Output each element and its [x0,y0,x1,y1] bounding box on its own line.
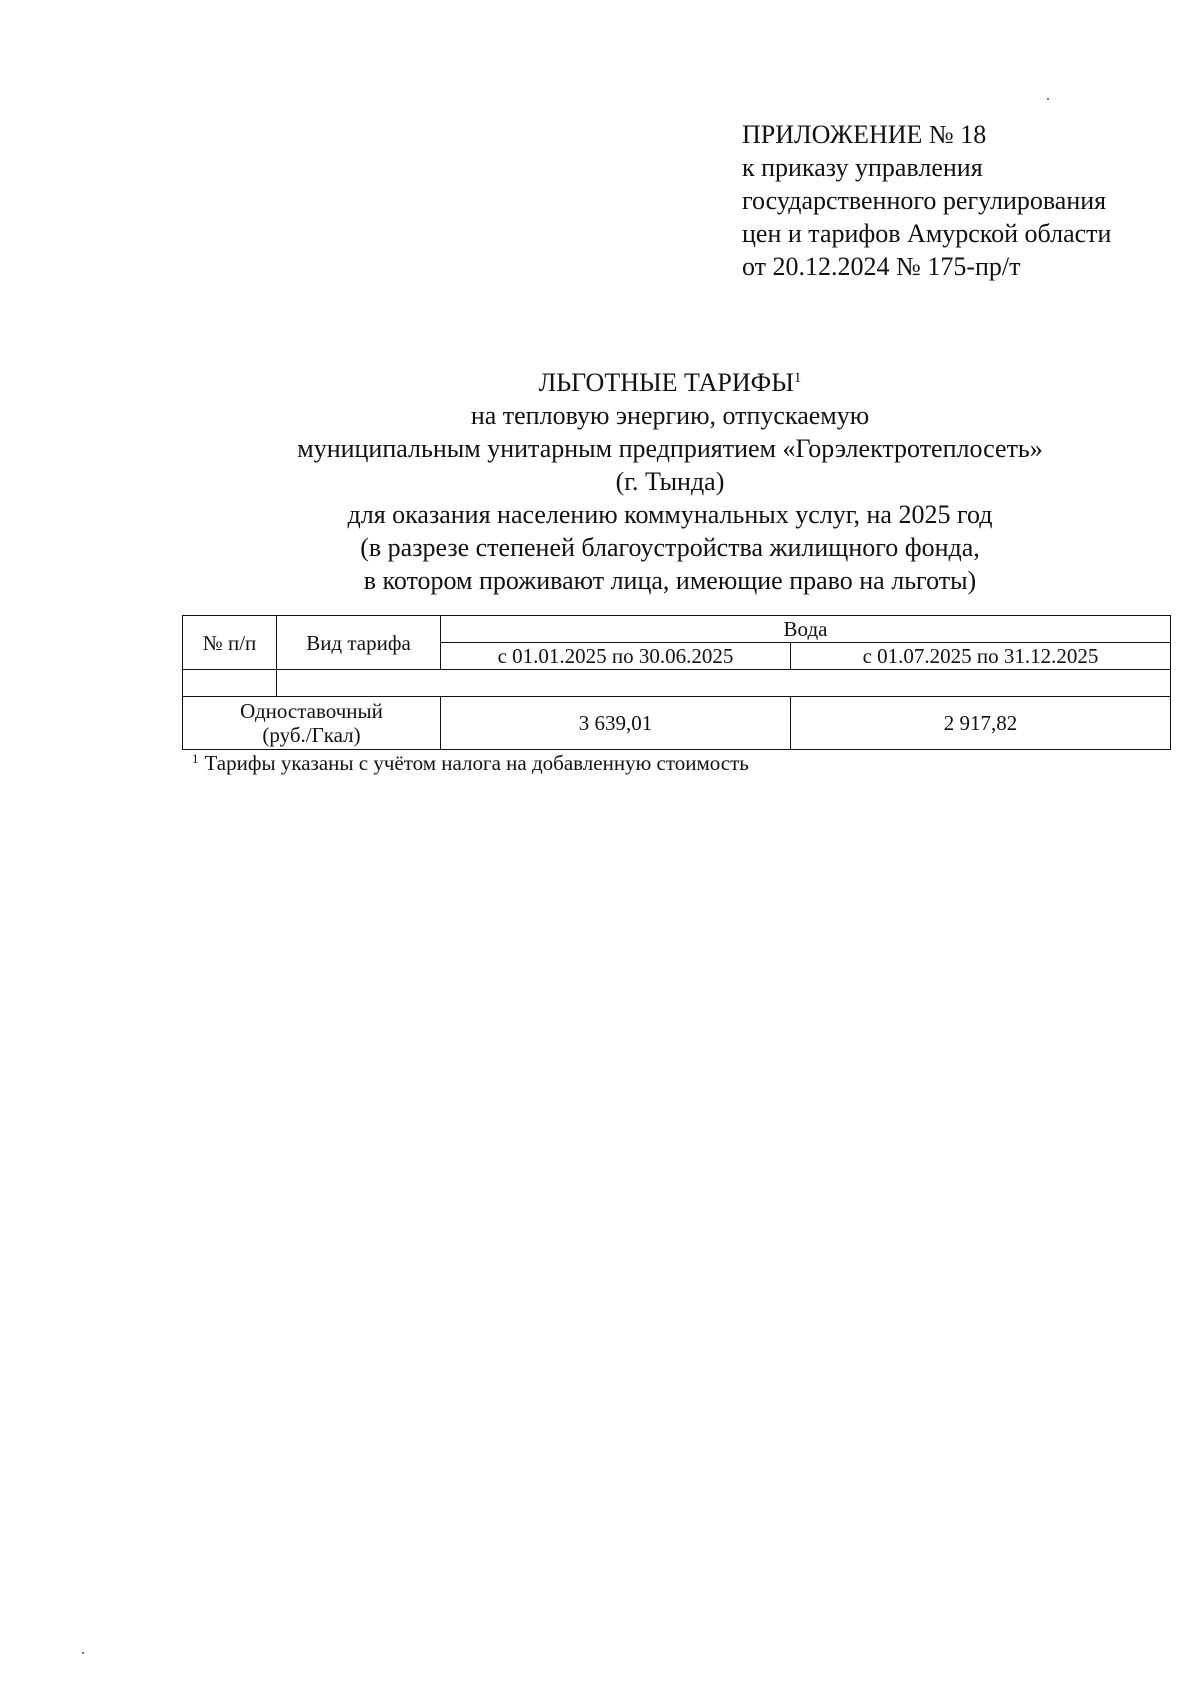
footnote-mark: 1 [192,751,199,766]
appendix-line-region: цен и тарифов Амурской области [742,219,1112,248]
appendix-line-department: государственного регулирования [742,186,1107,215]
title-line-purpose: для оказания населению коммунальных услуг, на 2025 год [347,500,993,529]
header-period-2: с 01.07.2025 по 31.12.2025 [791,643,1171,670]
tariff-value-period-1: 3 639,01 [441,697,791,750]
scan-speck [1047,98,1049,100]
tariffs-table [182,615,1171,750]
appendix-number: ПРИЛОЖЕНИЕ № 18 [742,120,987,149]
document-title [180,366,1160,399]
appendix-line-order: к приказу управления [742,153,983,182]
title-line-energy: на тепловую энергию, отпускаемую [470,401,870,430]
tariff-type-name: Одноставочный [240,699,383,723]
tariff-type-unit: (руб./Гкал) [262,723,361,747]
empty-cell-number [183,670,277,697]
tariff-type-cell [183,697,441,750]
title-footnote-mark: 1 [793,370,802,386]
header-number: № п/п [183,616,277,670]
scan-speck [82,1652,84,1654]
title-line-breakdown: (в разрезе степеней благоустройства жилищного фонда, [360,533,980,562]
appendix-line-date: от 20.12.2024 № 175-пр/т [742,252,1021,281]
header-period-1: с 01.01.2025 по 30.06.2025 [441,643,791,670]
title-line-city: (г. Тында) [615,467,725,496]
header-tariff-type: Вид тарифа [277,616,441,670]
table-header-row [183,616,1171,643]
title-line-enterprise: муниципальным унитарным предприятием «Горэлектротеплосеть» [297,434,1043,463]
document-title-text: ЛЬГОТНЫЕ ТАРИФЫ [538,368,794,397]
footnote-text: Тарифы указаны с учётом налога на добавленную стоимость [204,751,749,775]
document-title-block [180,366,1160,597]
table-empty-row [183,670,1171,697]
appendix-header [742,118,1162,283]
header-water-group: Вода [441,616,1171,643]
tariff-value-period-2: 2 917,82 [791,697,1171,750]
footnote [192,750,749,776]
table-row [183,697,1171,750]
title-line-beneficiaries: в котором проживают лица, имеющие право на льготы) [363,566,977,595]
empty-cell-span [277,670,1171,697]
